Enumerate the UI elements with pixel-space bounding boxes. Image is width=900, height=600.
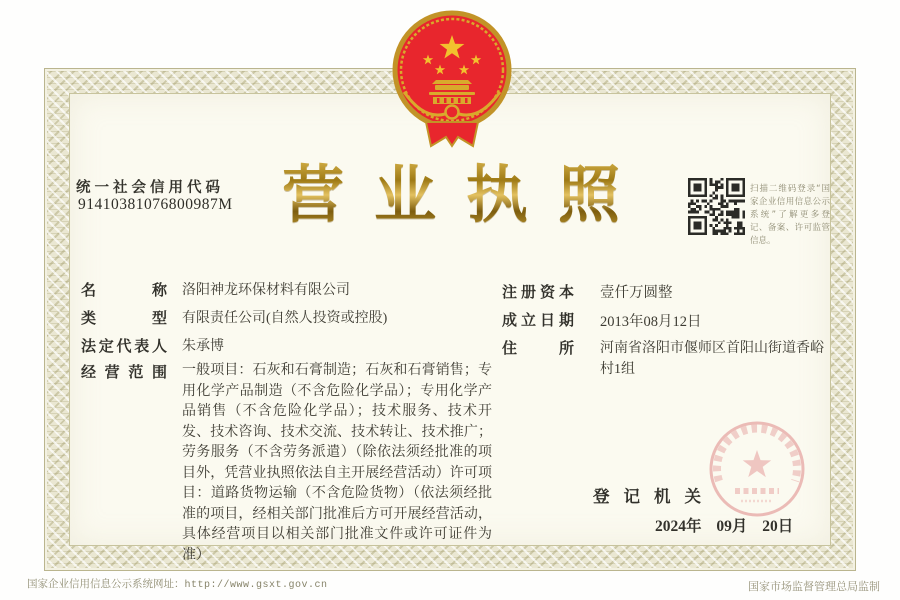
registered-capital-label: 注册资本 bbox=[502, 283, 574, 301]
qr-caption: 扫描二维码登录“国家企业信用信息公示系统”了解更多登记、备案、许可监管信息。 bbox=[750, 184, 830, 246]
registration-seal-icon bbox=[705, 417, 809, 521]
establishment-date-value: 2013年08月12日 bbox=[600, 314, 702, 330]
legal-representative-label: 法定代表人 bbox=[81, 337, 167, 355]
business-scope-label: 经营范围 bbox=[81, 363, 167, 381]
name-field-label: 名称 bbox=[81, 281, 167, 299]
registration-authority-label: 登记机关 bbox=[593, 487, 701, 506]
footer-site-label: 国家企业信用信息公示系统网址： bbox=[27, 578, 185, 590]
footer-site-url: http://www.gsxt.gov.cn bbox=[184, 580, 328, 591]
name-field-value: 洛阳神龙环保材料有限公司 bbox=[182, 283, 350, 298]
license-title: 营业执照 bbox=[282, 158, 682, 232]
type-field-label: 类型 bbox=[81, 309, 167, 327]
footer-publisher: 国家市场监督管理总局监制 bbox=[748, 580, 880, 593]
legal-representative-value: 朱承博 bbox=[182, 339, 224, 354]
tiananmen-glyph bbox=[429, 80, 475, 104]
national-emblem-icon bbox=[388, 8, 516, 150]
type-field-value: 有限责任公司(自然人投资或控股) bbox=[182, 311, 388, 326]
issue-date: 2024年 09月 20日 bbox=[655, 518, 794, 535]
address-label: 住所 bbox=[502, 339, 574, 357]
registered-capital-value: 壹仟万圆整 bbox=[600, 285, 673, 301]
establishment-date-label: 成立日期 bbox=[502, 311, 574, 329]
address-value: 河南省洛阳市偃师区首阳山街道香峪村1组 bbox=[600, 341, 824, 377]
credit-code-label: 统一社会信用代码 bbox=[76, 180, 224, 196]
business-scope-value: 一般项目：石灰和石膏制造；石灰和石膏销售；专用化学产品制造（不含危险化学品）；专用化学产品销售（不含危险化学品）；技术服务、技术开发、技术咨询、技术交流、技术转让、技术推广；劳务服务（不含劳务派遣）（除依法须经批准的项目外，凭营业执照依法自主开展经营活动）许可项目：道路货物运输（不含危险货物）（依法须经批准的项目，经相关部门批准后方可开展经营活动，具体经营项目以相关部门批准文件或许可证件为准） bbox=[182, 363, 492, 563]
credit-code-value: 91410381076800987M bbox=[78, 196, 233, 213]
qr-code-image bbox=[688, 178, 745, 235]
